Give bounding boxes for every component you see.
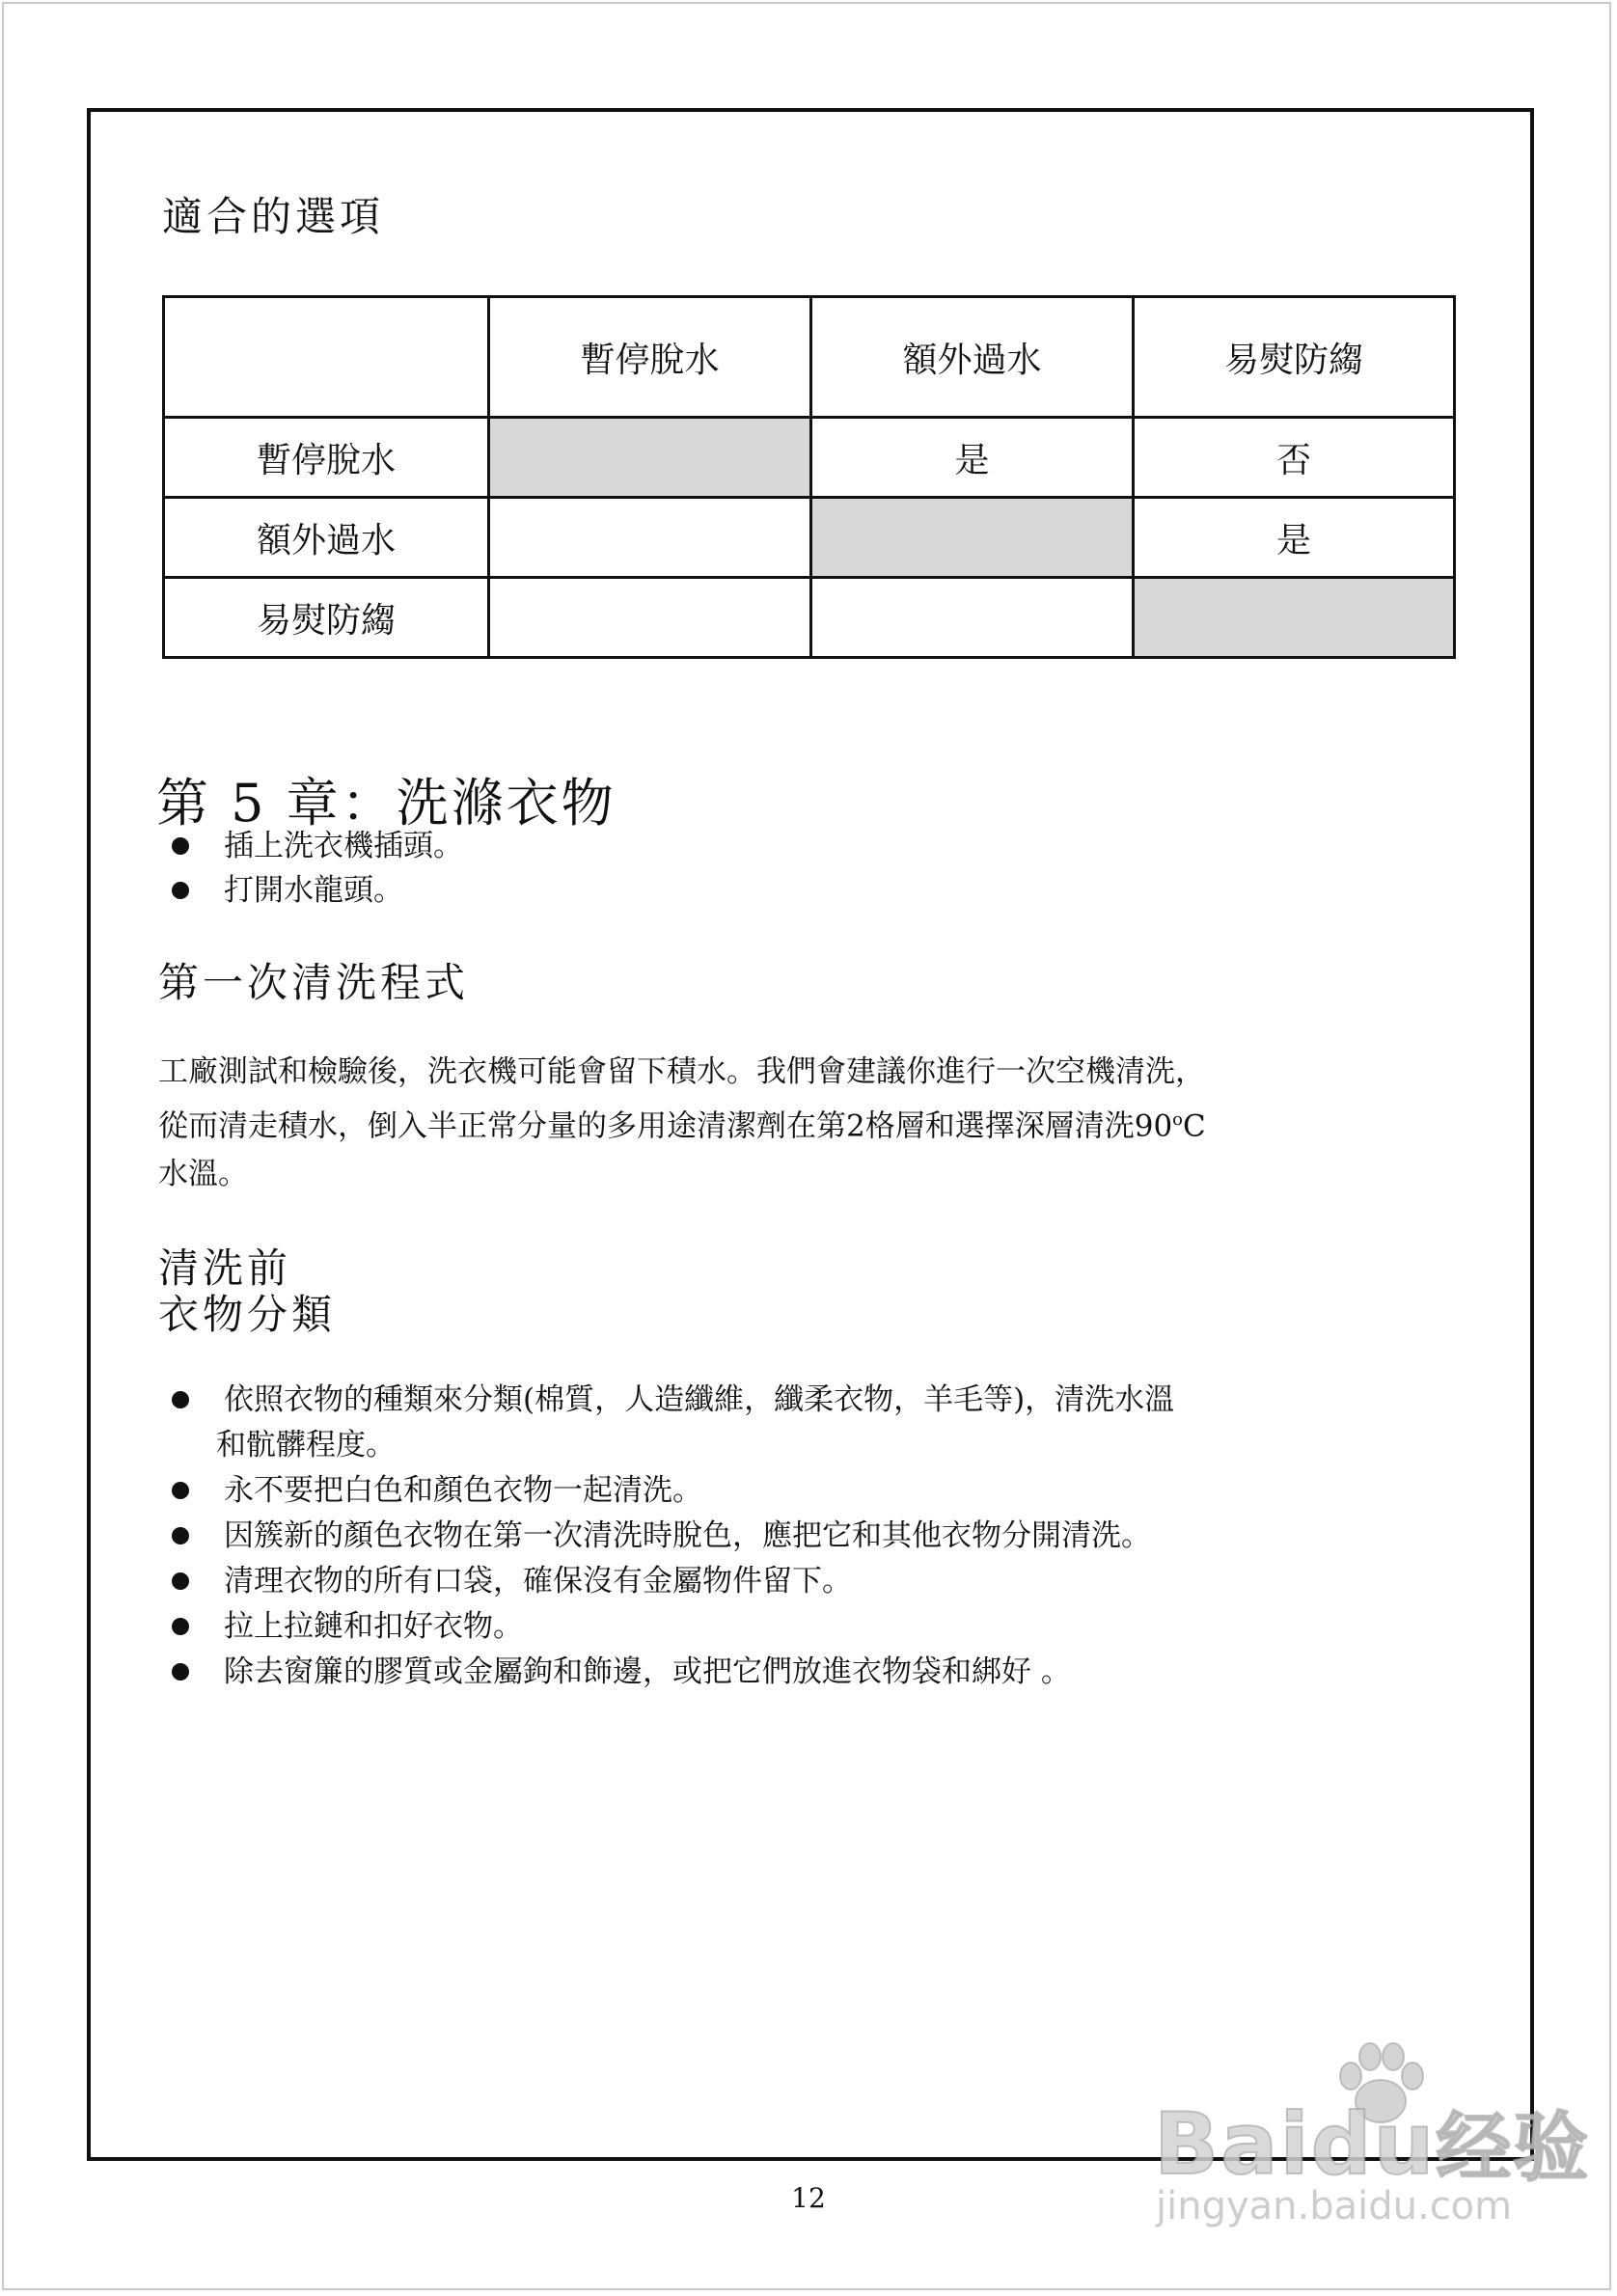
list-item <box>162 1559 1358 1604</box>
chapter-title: 第 5 章：洗滌衣物 <box>156 773 617 834</box>
sorting-bullet-list <box>162 1378 1358 1695</box>
list-item-text: 因簇新的顏色衣物在第一次清洗時脫色，應把它和其他衣物分開清洗。 <box>224 1518 1151 1553</box>
table-cell-shaded <box>1134 578 1455 658</box>
list-item-text: 打開水龍頭。 <box>224 873 403 908</box>
paragraph-line: 工廠測試和檢驗後，洗衣機可能會留下積水。我們會建議你進行一次空機清洗， <box>158 1054 1205 1089</box>
table-row <box>164 498 1455 578</box>
bullet-dot-icon <box>172 1618 189 1635</box>
table-cell: 是 <box>811 418 1134 498</box>
watermark-brand-cn: 经验 <box>1436 2105 1591 2192</box>
row-label: 暫停脫水 <box>164 418 489 498</box>
list-item-text: 清理衣物的所有口袋，確保沒有金屬物件留下。 <box>224 1564 852 1599</box>
degree-mark: o <box>1172 1109 1184 1130</box>
list-item-text: 插上洗衣機插頭。 <box>224 829 463 863</box>
options-title: 適合的選項 <box>162 193 385 240</box>
table-cell-shaded <box>811 498 1134 578</box>
sorting-heading: 衣物分類 <box>158 1291 337 1338</box>
header-cell: 暫停脫水 <box>489 297 811 418</box>
list-item-text: 永不要把白色和顏色衣物一起清洗。 <box>224 1473 702 1508</box>
bullet-dot-icon <box>172 1482 189 1499</box>
bullet-dot-icon <box>172 1663 189 1681</box>
header-cell: 額外過水 <box>811 297 1134 418</box>
list-item-text: 除去窗簾的膠質或金屬鉤和飾邊，或把它們放進衣物袋和綁好 。 <box>224 1654 1071 1689</box>
header-cell-empty <box>164 297 489 418</box>
table-cell <box>489 578 811 658</box>
table-row <box>164 418 1455 498</box>
table-cell <box>811 578 1134 658</box>
table-cell: 否 <box>1134 418 1455 498</box>
table-cell: 是 <box>1134 498 1455 578</box>
temperature-unit: C <box>1183 1108 1206 1144</box>
chapter-bullet-list <box>162 824 463 913</box>
list-item <box>162 1514 1358 1559</box>
list-item <box>162 1604 1358 1650</box>
watermark-brand-b: du <box>1310 2094 1437 2194</box>
row-label: 易熨防縐 <box>164 578 489 658</box>
watermark-brand <box>1154 2088 1590 2196</box>
list-item <box>162 824 463 868</box>
list-item <box>162 1468 1358 1514</box>
bullet-dot-icon <box>172 1572 189 1590</box>
watermark-brand-a: Bai <box>1154 2094 1311 2194</box>
first-wash-paragraph <box>158 1048 1412 1198</box>
row-label: 額外過水 <box>164 498 489 578</box>
baidu-watermark <box>1135 2032 1591 2234</box>
bullet-dot-icon <box>172 1527 189 1544</box>
list-item-text: 拉上拉鏈和扣好衣物。 <box>224 1609 523 1644</box>
before-wash-heading: 清洗前 <box>158 1244 292 1292</box>
paragraph-line: 水溫。 <box>158 1157 248 1192</box>
bullet-dot-icon <box>172 837 189 855</box>
paragraph-line-text: 從而清走積水，倒入半正常分量的多用途清潔劑在第2格層和選擇深層清洗90 <box>158 1108 1173 1144</box>
list-item <box>162 1378 1358 1468</box>
table-cell <box>489 498 811 578</box>
watermark-url: jingyan.baidu.com <box>1156 2184 1513 2228</box>
bullet-dot-icon <box>172 882 189 899</box>
options-table <box>162 295 1456 659</box>
list-item-text: 依照衣物的種類來分類(棉質，人造纖維，纖柔衣物，羊毛等)，清洗水溫 <box>224 1382 1175 1417</box>
paragraph-line <box>158 1096 1412 1150</box>
list-item-text-continued: 和骯髒程度。 <box>216 1428 396 1462</box>
header-cell: 易熨防縐 <box>1134 297 1455 418</box>
page-number: 12 <box>791 2182 826 2214</box>
table-header-row <box>164 297 1455 418</box>
first-wash-heading: 第一次清洗程式 <box>158 959 470 1006</box>
list-item <box>162 1650 1358 1695</box>
table-cell-shaded <box>489 418 811 498</box>
table-row <box>164 578 1455 658</box>
bullet-dot-icon <box>172 1391 189 1408</box>
list-item <box>162 868 463 913</box>
